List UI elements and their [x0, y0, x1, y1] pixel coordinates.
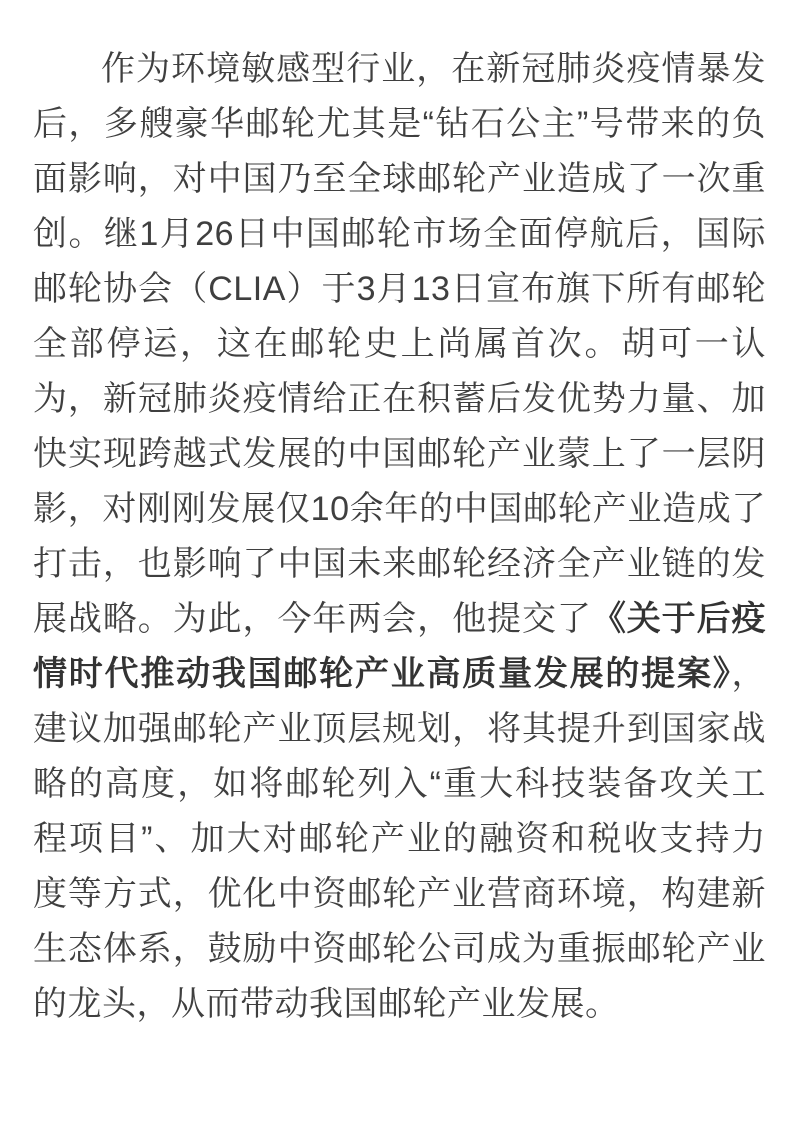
proposal-title-bold: 《关于后疫情时代推动我国邮轮产业高质量发展的提案》 [33, 600, 767, 693]
paragraph-text-before-proposal: 作为环境敏感型行业，在新冠肺炎疫情暴发后，多艘豪华邮轮尤其是“钻石公主”号带来的负面影响，对中国乃至全球邮轮产业造成了一次重创。继1月26日中国邮轮市场全面停航后，国际邮轮协会（CLIA）于3月13日宣布旗下所有邮轮全部停运，这在邮轮史上尚属首次。胡可一认为，新冠肺炎疫情给正在积蓄后发优势力量、加快实现跨越式发展的中国邮轮产业蒙上了一层阴影，对刚刚发展仅10余年的中国邮轮产业造成了打击，也影响了中国未来邮轮经济全产业链的发展战略。为此，今年两会，他提交了 [33, 50, 766, 638]
paragraph-text-after-proposal: ，建议加强邮轮产业顶层规划，将其提升到国家战略的高度，如将邮轮列入“重大科技装备攻关工程项目”、加大对邮轮产业的融资和税收支持力度等方式，优化中资邮轮产业营商环境，构建新生态体系，鼓励中资邮轮公司成为重振邮轮产业的龙头，从而带动我国邮轮产业发展。 [33, 655, 766, 1023]
article-paragraph [33, 42, 766, 1032]
